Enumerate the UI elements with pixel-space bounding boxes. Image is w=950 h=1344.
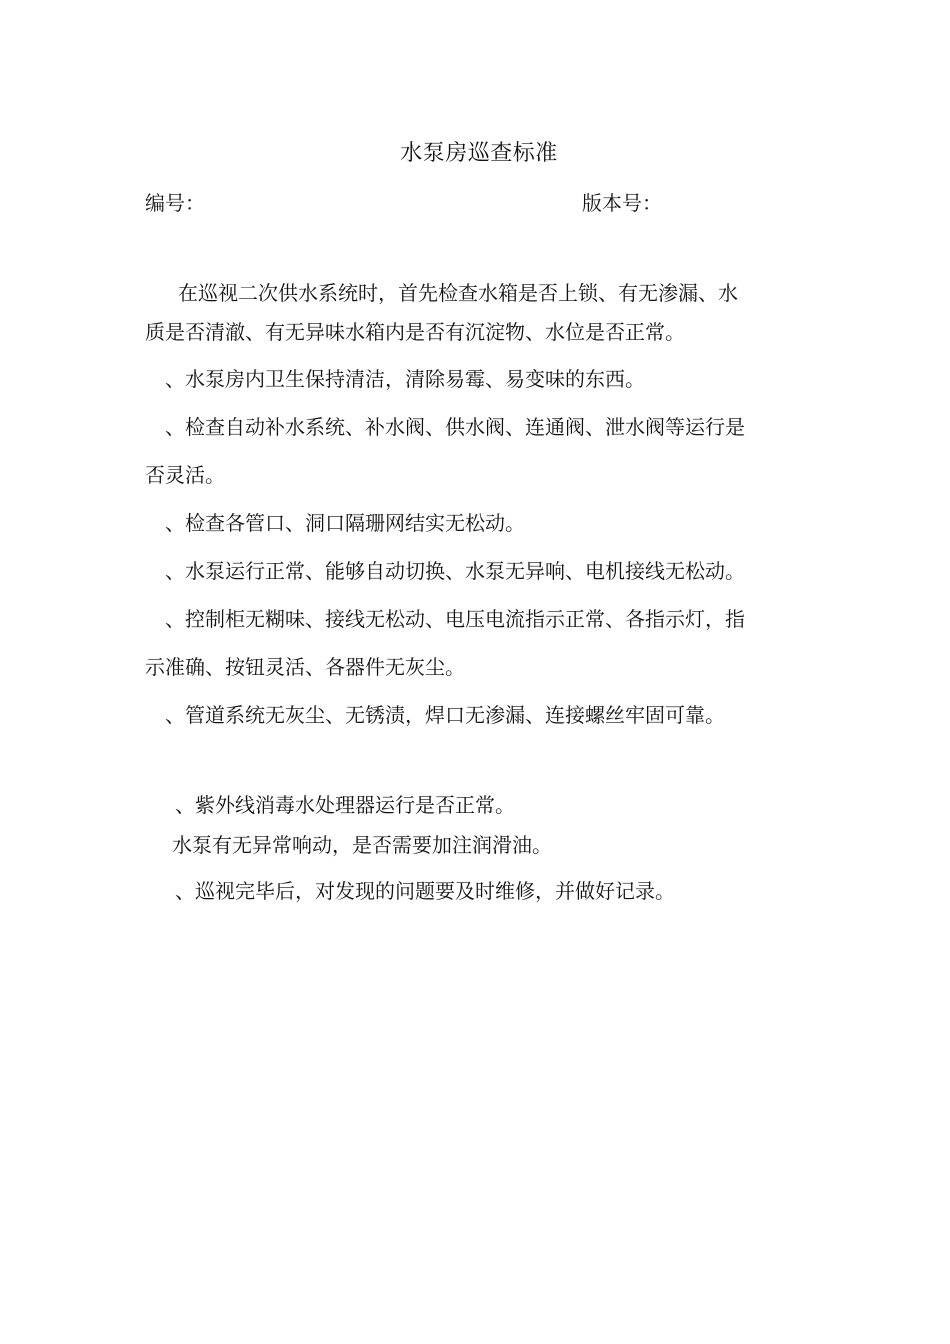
inspection-item-8: 水泵有无异常响动，是否需要加注润滑油。 [172,833,552,857]
inspection-item-1: 、水泵房内卫生保持清洁，清除易霉、易变味的东西。 [165,367,645,391]
inspection-item-9: 、巡视完毕后，对发现的问题要及时维修，并做好记录。 [175,879,675,903]
inspection-item-5-line-1: 、控制柜无糊味、接线无松动、电压电流指示正常、各指示灯，指 [165,607,745,631]
document-title: 水泵房巡查标准 [400,141,558,166]
document-version-label: 版本号： [582,191,662,215]
inspection-item-6: 、管道系统无灰尘、无锈渍，焊口无渗漏、连接螺丝牢固可靠。 [165,703,725,727]
inspection-item-3: 、检查各管口、洞口隔珊网结实无松动。 [165,511,525,535]
inspection-item-7: 、紫外线消毒水处理器运行是否正常。 [175,793,515,817]
inspection-item-4: 、水泵运行正常、能够自动切换、水泵无异响、电机接线无松动。 [165,559,745,583]
inspection-item-2-line-1: 、检查自动补水系统、补水阀、供水阀、连通阀、泄水阀等运行是 [165,415,745,439]
inspection-item-5-line-2: 示准确、按钮灵活、各器件无灰尘。 [145,655,465,679]
intro-paragraph-line-1: 在巡视二次供水系统时，首先检查水箱是否上锁、有无渗漏、水 [178,281,738,305]
document-number-label: 编号： [145,191,205,215]
inspection-item-2-line-2: 否灵活。 [145,463,225,487]
intro-paragraph-line-2: 质是否清澈、有无异味水箱内是否有沉淀物、水位是否正常。 [145,320,685,344]
